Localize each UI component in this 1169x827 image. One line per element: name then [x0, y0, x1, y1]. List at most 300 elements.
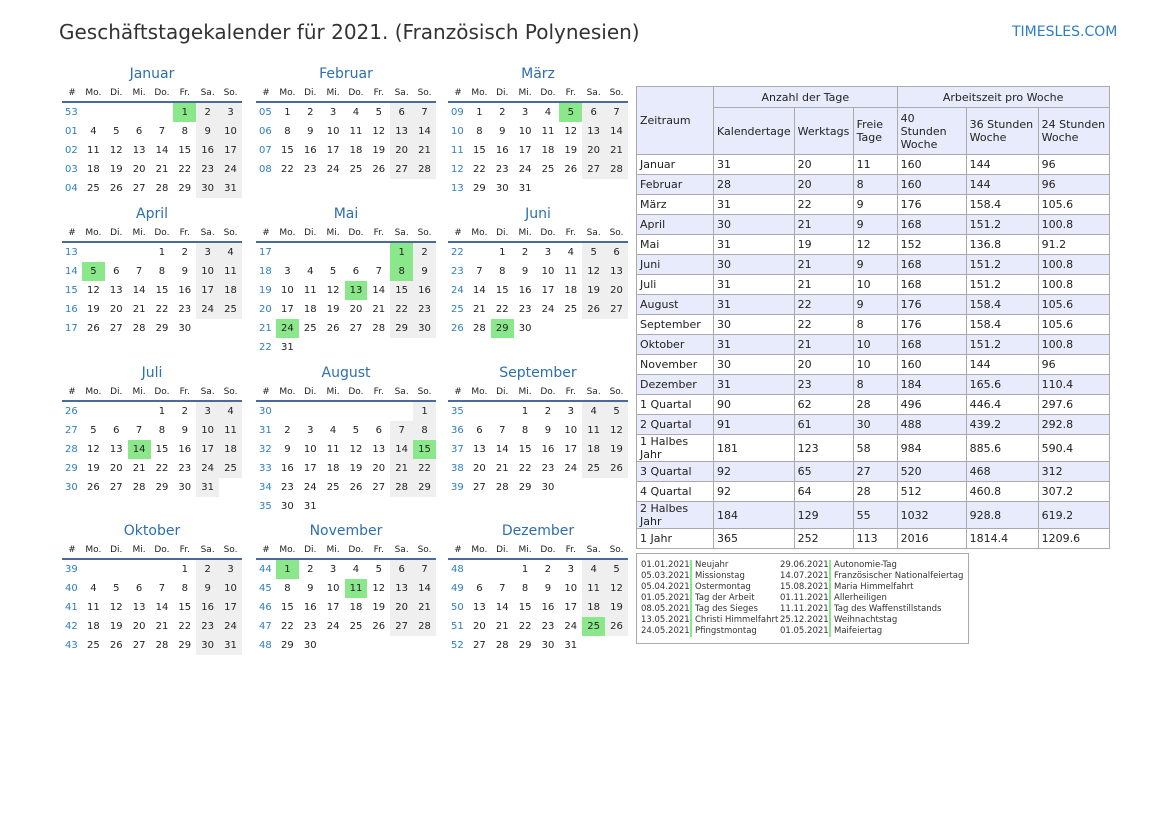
holiday-name: Tag des Sieges: [690, 604, 758, 615]
period-label: November: [637, 355, 714, 375]
week-row: [448, 559, 628, 579]
day-cell: 9: [499, 126, 506, 137]
week-number: 51: [451, 621, 464, 632]
day-cell: 4: [582, 401, 605, 421]
day-cell: 19: [582, 281, 605, 300]
stats-value: 62: [794, 395, 853, 415]
stats-row: [637, 502, 1110, 529]
day-header: Sa.: [196, 84, 219, 102]
day-cell: 31: [219, 636, 242, 655]
stats-value: 64: [794, 482, 853, 502]
day-cell: 16: [196, 141, 219, 160]
stats-value: 31: [714, 275, 795, 295]
day-cell: 30: [196, 179, 219, 198]
day-cell: 25: [219, 459, 242, 478]
stats-value: 439.2: [966, 415, 1038, 435]
week-row: [448, 300, 628, 319]
day-cell: 31: [219, 179, 242, 198]
stats-value: 365: [714, 529, 795, 549]
day-cell: 19: [349, 463, 363, 474]
holiday-name: Tag des Waffenstillstands: [829, 604, 941, 615]
week-row: [256, 478, 436, 497]
day-cell: [582, 179, 605, 198]
day-cell: 23: [495, 164, 509, 175]
day-cell: [345, 636, 368, 655]
week-number: 42: [65, 621, 78, 632]
day-header: #: [62, 224, 82, 242]
day-cell: 4: [219, 242, 242, 262]
day-cell: 14: [390, 440, 413, 459]
day-cell: [345, 401, 368, 421]
day-cell: [390, 338, 413, 357]
day-cell: 28: [473, 323, 486, 334]
day-cell: 26: [372, 164, 386, 175]
day-cell: [367, 242, 390, 262]
day-header: Sa.: [582, 84, 605, 102]
week-number: 36: [451, 425, 464, 436]
day-cell: 11: [349, 126, 363, 137]
day-cell: 23: [303, 621, 317, 632]
day-cell: 22: [178, 621, 192, 632]
day-header: Sa.: [196, 224, 219, 242]
day-cell: 13: [132, 602, 146, 613]
day-cell: 17: [219, 598, 242, 617]
month-juni: [448, 204, 628, 338]
week-row: [448, 478, 628, 497]
day-cell: 16: [281, 463, 294, 474]
stats-value: 158.4: [966, 295, 1038, 315]
day-cell: 21: [495, 463, 509, 474]
day-cell: 20: [390, 598, 413, 617]
day-cell: [468, 242, 491, 262]
day-header: Sa.: [390, 383, 413, 401]
day-header: Di.: [105, 383, 128, 401]
week-number: 17: [65, 323, 78, 334]
day-cell: 1: [413, 401, 436, 421]
stats-value: 136.8: [966, 235, 1038, 255]
day-header: Do.: [151, 383, 174, 401]
day-cell: 2: [521, 247, 529, 258]
day-cell: 10: [326, 583, 340, 594]
day-cell: 22: [155, 463, 169, 474]
day-cell: 14: [372, 285, 386, 296]
week-row: [256, 102, 436, 122]
stats-value: 144: [966, 175, 1038, 195]
day-cell: 18: [582, 598, 605, 617]
holiday-name: Allerheiligen: [829, 593, 887, 604]
day-cell: 14: [605, 122, 628, 141]
week-number: 02: [65, 145, 78, 156]
stats-value: 2016: [897, 529, 966, 549]
stats-value: 158.4: [966, 315, 1038, 335]
day-cell: [82, 242, 105, 262]
day-cell: 4: [90, 126, 97, 137]
week-number: 01: [65, 126, 78, 137]
day-cell: 11: [219, 262, 242, 281]
stats-value: 30: [714, 255, 795, 275]
week-row: [256, 281, 436, 300]
day-cell: 3: [307, 425, 314, 436]
day-cell: 19: [605, 598, 628, 617]
stats-value: 9: [853, 215, 897, 235]
day-cell: 27: [109, 323, 123, 334]
week-number: 21: [259, 323, 272, 334]
day-cell: 27: [473, 640, 486, 651]
stats-value: 512: [897, 482, 966, 502]
stats-value: 129: [794, 502, 853, 529]
day-cell: 16: [413, 281, 436, 300]
stats-value: 168: [897, 335, 966, 355]
day-cell: 10: [196, 421, 219, 440]
holiday-entry: [641, 626, 778, 637]
holiday-date: 01.11.2021: [780, 593, 829, 603]
stats-value: 446.4: [966, 395, 1038, 415]
day-cell: 3: [567, 564, 574, 575]
day-cell: [390, 497, 413, 516]
day-cell: [468, 559, 491, 579]
week-row: [256, 141, 436, 160]
week-row: [448, 281, 628, 300]
day-header: #: [62, 383, 82, 401]
stats-value: 28: [714, 175, 795, 195]
week-number: 11: [451, 145, 464, 156]
week-row: [256, 497, 436, 516]
day-cell: 8: [284, 583, 291, 594]
day-cell: 2: [544, 406, 552, 417]
stats-value: 20: [794, 355, 853, 375]
week-number: 39: [451, 482, 464, 493]
period-label: 1 Jahr: [637, 529, 714, 549]
day-cell: 28: [495, 482, 509, 493]
day-cell: 12: [605, 421, 628, 440]
week-number: 12: [451, 164, 464, 175]
day-header: Mo.: [468, 84, 491, 102]
holiday-date: 05.03.2021: [641, 571, 690, 581]
day-header: Do.: [537, 383, 560, 401]
day-cell: [491, 559, 514, 579]
day-cell: 21: [473, 304, 486, 315]
day-cell: 27: [473, 482, 486, 493]
stats-value: 184: [897, 375, 966, 395]
day-cell: 9: [413, 262, 436, 281]
week-row: [448, 459, 628, 478]
day-cell: 19: [109, 621, 123, 632]
day-cell: 15: [413, 440, 436, 459]
day-cell: 9: [181, 425, 188, 436]
day-cell: [605, 636, 628, 655]
day-cell: 30: [495, 183, 509, 194]
day-header: Mo.: [276, 383, 299, 401]
day-cell: 13: [390, 579, 413, 598]
day-cell: [128, 559, 151, 579]
stats-value: 151.2: [966, 335, 1038, 355]
day-cell: 23: [178, 304, 192, 315]
day-cell: 8: [499, 266, 506, 277]
day-cell: 21: [413, 598, 436, 617]
day-cell: 26: [349, 482, 363, 493]
holiday-legend-right: [780, 560, 963, 637]
day-cell: 13: [372, 444, 386, 455]
stats-value: 297.6: [1038, 395, 1109, 415]
day-cell: 16: [303, 602, 317, 613]
stats-row: [637, 235, 1110, 255]
holiday-entry: [780, 615, 963, 626]
day-cell: 26: [87, 482, 100, 493]
header-24-stunden: 24 Stunden Woche: [1038, 108, 1109, 155]
day-cell: 27: [390, 617, 413, 636]
week-row: [256, 262, 436, 281]
day-cell: [105, 559, 128, 579]
period-label: Mai: [637, 235, 714, 255]
week-number: 05: [259, 107, 272, 118]
day-header: Mo.: [82, 224, 105, 242]
stats-row: [637, 415, 1110, 435]
day-cell: [105, 242, 128, 262]
stats-value: 20: [794, 155, 853, 175]
week-row: [448, 262, 628, 281]
stats-value: 10: [853, 355, 897, 375]
day-cell: [219, 319, 242, 338]
day-cell: 18: [303, 304, 317, 315]
day-cell: 29: [473, 183, 486, 194]
day-cell: 10: [518, 126, 532, 137]
holiday-entry: [780, 604, 963, 615]
day-cell: 22: [281, 621, 294, 632]
day-cell: 30: [518, 323, 532, 334]
period-label: April: [637, 215, 714, 235]
week-number: 13: [451, 183, 464, 194]
month-august: [256, 363, 436, 516]
stats-value: 168: [897, 215, 966, 235]
day-header: Do.: [345, 541, 368, 559]
day-cell: 8: [181, 583, 188, 594]
day-cell: 15: [518, 444, 532, 455]
day-cell: 1: [284, 107, 291, 118]
day-cell: 24: [219, 160, 242, 179]
day-cell: 29: [413, 478, 436, 497]
day-cell: 26: [326, 323, 340, 334]
day-cell: 21: [390, 459, 413, 478]
day-cell: 29: [518, 482, 532, 493]
day-header: #: [62, 541, 82, 559]
stats-value: 1814.4: [966, 529, 1038, 549]
day-header: Sa.: [196, 541, 219, 559]
stats-row: [637, 435, 1110, 462]
brand-link[interactable]: TIMESLES.COM: [1012, 24, 1118, 40]
stats-value: 31: [714, 375, 795, 395]
day-cell: 1: [276, 559, 299, 579]
week-number: 10: [451, 126, 464, 137]
stats-row: [637, 375, 1110, 395]
day-cell: 19: [605, 440, 628, 459]
day-cell: 9: [196, 579, 219, 598]
day-cell: 7: [135, 266, 143, 277]
day-cell: 24: [541, 304, 555, 315]
week-number: 43: [65, 640, 78, 651]
day-cell: 14: [413, 122, 436, 141]
day-cell: 8: [390, 262, 413, 281]
week-row: [256, 440, 436, 459]
week-row: [448, 598, 628, 617]
day-cell: 4: [352, 107, 360, 118]
day-cell: [413, 338, 436, 357]
day-header: Mi.: [128, 383, 151, 401]
day-cell: 30: [196, 636, 219, 655]
week-number: 09: [451, 107, 464, 118]
day-header: Sa.: [196, 383, 219, 401]
day-cell: 14: [413, 579, 436, 598]
month-oktober: [62, 521, 242, 655]
day-cell: 20: [349, 304, 363, 315]
day-cell: [151, 559, 174, 579]
day-cell: 20: [473, 463, 486, 474]
day-cell: [322, 338, 345, 357]
stats-row: [637, 215, 1110, 235]
stats-value: 100.8: [1038, 255, 1109, 275]
week-number: 17: [259, 247, 272, 258]
month-januar: [62, 64, 242, 198]
day-cell: 25: [87, 183, 100, 194]
day-cell: 3: [329, 107, 337, 118]
day-cell: 25: [564, 304, 578, 315]
holiday-entry: [641, 593, 778, 604]
stats-value: 30: [714, 355, 795, 375]
day-cell: 15: [178, 145, 192, 156]
day-cell: 21: [155, 621, 169, 632]
day-header: Fr.: [173, 383, 196, 401]
day-cell: 8: [521, 583, 529, 594]
day-cell: 15: [518, 602, 532, 613]
day-cell: 14: [495, 602, 509, 613]
day-header: Sa.: [390, 224, 413, 242]
day-cell: 22: [413, 459, 436, 478]
stats-value: 90: [714, 395, 795, 415]
day-cell: 27: [349, 323, 363, 334]
holiday-date: 01.05.2021: [780, 626, 829, 636]
week-row: [62, 281, 242, 300]
day-cell: 6: [476, 425, 483, 436]
day-header: Di.: [299, 541, 322, 559]
day-header: Do.: [537, 224, 560, 242]
day-cell: 8: [158, 266, 166, 277]
stats-value: 292.8: [1038, 415, 1109, 435]
day-cell: [559, 319, 582, 338]
day-cell: 16: [178, 285, 192, 296]
day-cell: 7: [476, 266, 483, 277]
stats-value: 31: [714, 335, 795, 355]
week-number: 08: [259, 164, 272, 175]
week-row: [448, 440, 628, 459]
period-label: März: [637, 195, 714, 215]
day-cell: [276, 242, 299, 262]
period-label: 3 Quartal: [637, 462, 714, 482]
day-cell: 12: [87, 444, 100, 455]
week-number: 04: [65, 183, 78, 194]
day-cell: 3: [219, 102, 242, 122]
day-cell: 6: [390, 559, 413, 579]
holiday-entry: [780, 593, 963, 604]
day-cell: 15: [281, 145, 294, 156]
day-cell: 3: [544, 247, 552, 258]
stats-value: 20: [794, 175, 853, 195]
week-row: [256, 300, 436, 319]
week-number: 37: [451, 444, 464, 455]
day-header: Do.: [151, 541, 174, 559]
week-number: 23: [451, 266, 464, 277]
day-cell: [367, 338, 390, 357]
stats-value: 928.8: [966, 502, 1038, 529]
month-name: Februar: [319, 66, 373, 82]
day-cell: 26: [605, 617, 628, 636]
week-number: 46: [259, 602, 272, 613]
week-number: 35: [451, 406, 464, 417]
day-cell: 29: [491, 319, 514, 338]
stats-value: 9: [853, 255, 897, 275]
stats-value: 10: [853, 335, 897, 355]
day-cell: 28: [413, 617, 436, 636]
stats-value: 96: [1038, 355, 1109, 375]
day-header: So.: [605, 224, 628, 242]
week-number: 50: [451, 602, 464, 613]
day-cell: 24: [219, 617, 242, 636]
day-header: Mi.: [514, 541, 537, 559]
day-cell: 20: [109, 304, 123, 315]
day-cell: 17: [196, 281, 219, 300]
month-juli: [62, 363, 242, 497]
month-name: Juli: [141, 365, 163, 381]
day-cell: 31: [564, 640, 578, 651]
day-cell: 4: [567, 247, 574, 258]
day-cell: [322, 401, 345, 421]
day-cell: [468, 401, 491, 421]
day-cell: 6: [113, 425, 120, 436]
holiday-name: Autonomie-Tag: [829, 560, 897, 571]
day-cell: 11: [326, 444, 340, 455]
day-cell: 24: [196, 459, 219, 478]
day-cell: 18: [326, 463, 340, 474]
stats-row: [637, 175, 1110, 195]
day-cell: 21: [372, 304, 386, 315]
day-cell: 22: [178, 164, 192, 175]
day-cell: 20: [372, 463, 386, 474]
day-header: Mi.: [514, 84, 537, 102]
day-cell: 17: [219, 141, 242, 160]
day-cell: 3: [219, 559, 242, 579]
day-cell: 18: [564, 285, 578, 296]
day-cell: 19: [326, 304, 340, 315]
day-cell: 11: [87, 145, 100, 156]
stats-value: 22: [794, 315, 853, 335]
day-cell: 7: [158, 583, 166, 594]
day-cell: 13: [109, 444, 123, 455]
week-row: [448, 319, 628, 338]
day-cell: 15: [473, 145, 486, 156]
day-header: Mo.: [468, 383, 491, 401]
day-cell: 6: [582, 102, 605, 122]
week-number: 22: [259, 342, 272, 353]
day-cell: 18: [87, 164, 100, 175]
day-header: Fr.: [367, 84, 390, 102]
week-row: [256, 338, 436, 357]
week-row: [448, 122, 628, 141]
week-row: [62, 579, 242, 598]
stats-value: 144: [966, 155, 1038, 175]
stats-value: 21: [794, 335, 853, 355]
day-cell: 2: [181, 247, 188, 258]
day-header: Mi.: [514, 383, 537, 401]
month-name: Mai: [333, 206, 359, 222]
day-cell: 16: [196, 598, 219, 617]
